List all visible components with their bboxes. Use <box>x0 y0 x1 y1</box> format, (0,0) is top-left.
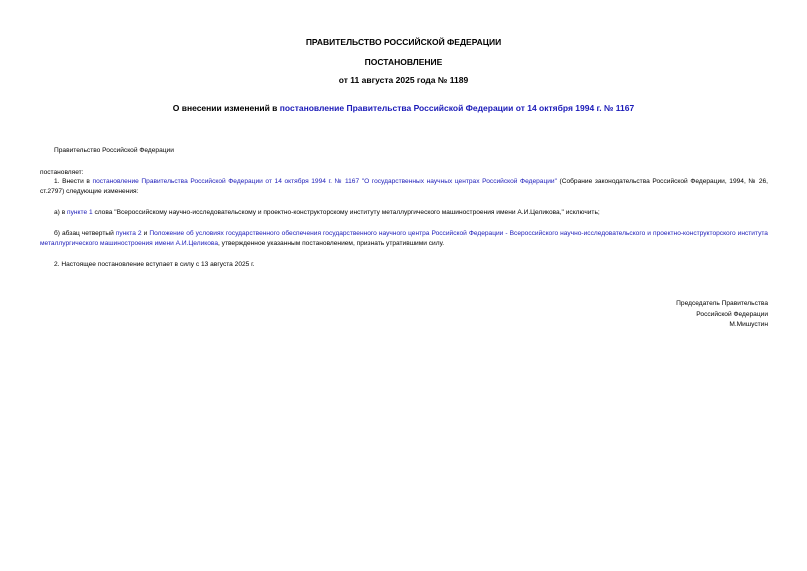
title-link[interactable]: постановление Правительства Российской Федерации от 14 октября 1994 г. № 1167 <box>279 103 635 113</box>
signature-name: М.Мишустин <box>729 321 768 328</box>
paragraph-a-prefix: а) в <box>54 209 68 216</box>
paragraph-b <box>40 229 768 249</box>
point-2-link[interactable]: пункта 2 <box>115 230 142 237</box>
point-1-link[interactable]: пункте 1 <box>67 209 93 216</box>
decides-line: постановляет: <box>40 169 84 176</box>
paragraph-b-prefix: б) абзац четвертый <box>54 230 116 237</box>
regulation-link[interactable]: Положение об условиях государственного обеспечения государственного научного центра Российской Федерации - Всероссийского научно-исследовательского и проектно-конструкторского института металлургического машиностроения имени А.И.Целикова <box>40 230 768 247</box>
document-title <box>0 103 807 113</box>
document-type: ПОСТАНОВЛЕНИЕ <box>364 57 443 67</box>
paragraph-2: 2. Настоящее постановление вступает в силу с 13 августа 2025 г. <box>54 261 255 268</box>
paragraph-1-prefix: 1. Внести в <box>54 178 93 185</box>
signature-block <box>676 299 768 331</box>
paragraph-a <box>40 208 768 218</box>
paragraph-1 <box>40 177 768 197</box>
signature-position: Председатель Правительства <box>676 300 768 307</box>
government-line: Правительство Российской Федерации <box>54 147 174 154</box>
paragraph-b-suffix: , утвержденное указанным постановлением, признать утратившими силу. <box>218 240 445 247</box>
signature-country: Российской Федерации <box>696 310 768 318</box>
government-heading: ПРАВИТЕЛЬСТВО РОССИЙСКОЙ ФЕДЕРАЦИИ <box>305 37 502 47</box>
paragraph-b-middle: и <box>141 230 150 237</box>
title-prefix: О внесении изменений в <box>172 103 280 113</box>
date-and-number: от 11 августа 2025 года № 1189 <box>338 75 469 85</box>
paragraph-a-suffix: слова "Всероссийскому научно-исследовательскому и проектно-конструкторскому институту металлургического машиностроения имени А.И.Целикова," исключить; <box>92 209 600 216</box>
resolution-1167-link[interactable]: постановление Правительства Российской Федерации от 14 октября 1994 г. № 1167 "О государственных научных центрах Российской Федерации" <box>92 178 557 185</box>
paragraph-1-suffix: (Собрание законодательства Российской Федерации, 1994, № 26, ст.2797) следующие изменения: <box>40 178 768 195</box>
